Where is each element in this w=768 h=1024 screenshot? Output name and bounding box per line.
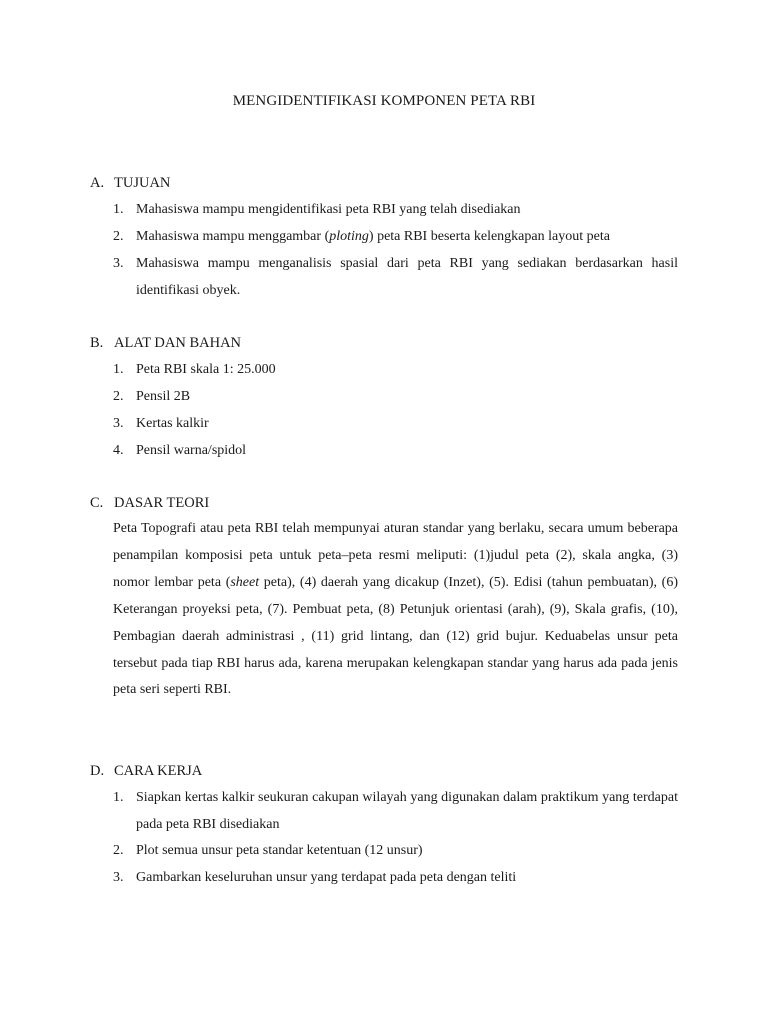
list-item (113, 357, 678, 384)
list-number: 2. (113, 389, 124, 404)
list-number: 2. (113, 229, 124, 244)
list-item (113, 838, 678, 865)
section-letter: A. (90, 175, 105, 191)
list-item (113, 197, 678, 224)
list-item (113, 785, 678, 838)
list-number: 2. (113, 843, 124, 858)
list-text: Mahasiswa mampu menggambar (ploting) peta RBI beserta kelengkapan layout peta (136, 229, 610, 244)
list-text: Plot semua unsur peta standar ketentuan (12 unsur) (136, 843, 423, 858)
list-item (113, 865, 678, 892)
list-text: Kertas kalkir (136, 416, 209, 431)
page-title: MENGIDENTIFIKASI KOMPONEN PETA RBI (232, 93, 536, 109)
list-number: 4. (113, 443, 124, 458)
emphasis-text: ploting (329, 229, 369, 244)
list-item (113, 438, 678, 465)
list-number: 1. (113, 790, 124, 805)
list-text: Mahasiswa mampu menganalisis spasial dari peta RBI yang sediakan berdasarkan hasil identifikasi obyek. (136, 256, 678, 298)
list-item (113, 251, 678, 304)
section-heading-alat-dan-bahan (90, 335, 241, 352)
section-heading-dasar-teori (90, 495, 209, 512)
list-number: 3. (113, 256, 124, 271)
list-number: 1. (113, 362, 124, 377)
section-letter: D. (90, 763, 105, 779)
section-letter: B. (90, 335, 104, 351)
list-item (113, 384, 678, 411)
section-heading-cara-kerja (90, 763, 202, 780)
list-text: Peta RBI skala 1: 25.000 (136, 362, 276, 377)
list-item (113, 224, 678, 251)
section-title: ALAT DAN BAHAN (114, 335, 242, 351)
list-text: Pensil warna/spidol (136, 443, 247, 458)
section-title: CARA KERJA (114, 763, 203, 779)
section-heading-tujuan (90, 175, 170, 192)
list-number: 1. (113, 202, 124, 217)
theory-paragraph: Peta Topografi atau peta RBI telah mempunyai aturan standar yang berlaku, secara umum beberapa penampilan komposisi peta untuk peta–peta resmi meliputi: (1)judul peta (2), skala angka, (3) nomor lembar peta (sheet peta), (4) daerah yang dicakup (Inzet), (5). Edisi (tahun pembuatan), (6) Keterangan proyeksi peta, (7). Pembuat peta, (8) Petunjuk orientasi (arah), (9), Skala grafis, (10), Pembagian daerah administrasi , (11) grid lintang, dan (12) grid bujur. Keduabelas unsur peta tersebut pada tiap RBI harus ada, karena merupakan kelengkapan standar yang harus ada pada jenis peta seri seperti RBI. (113, 521, 679, 698)
list-item (113, 411, 678, 438)
list-number: 3. (113, 870, 124, 885)
list-text: Siapkan kertas kalkir seukuran cakupan wilayah yang digunakan dalam praktikum yang terdapat pada peta RBI disediakan (136, 790, 678, 832)
list-number: 3. (113, 416, 124, 431)
section-letter: C. (90, 495, 104, 511)
list-text: Pensil 2B (136, 389, 191, 404)
emphasis-text: sheet (230, 574, 260, 590)
section-title: TUJUAN (114, 175, 171, 191)
section-title: DASAR TEORI (114, 495, 210, 511)
list-text: Mahasiswa mampu mengidentifikasi peta RBI yang telah disediakan (136, 202, 521, 217)
list-text: Gambarkan keseluruhan unsur yang terdapat pada peta dengan teliti (136, 870, 517, 885)
